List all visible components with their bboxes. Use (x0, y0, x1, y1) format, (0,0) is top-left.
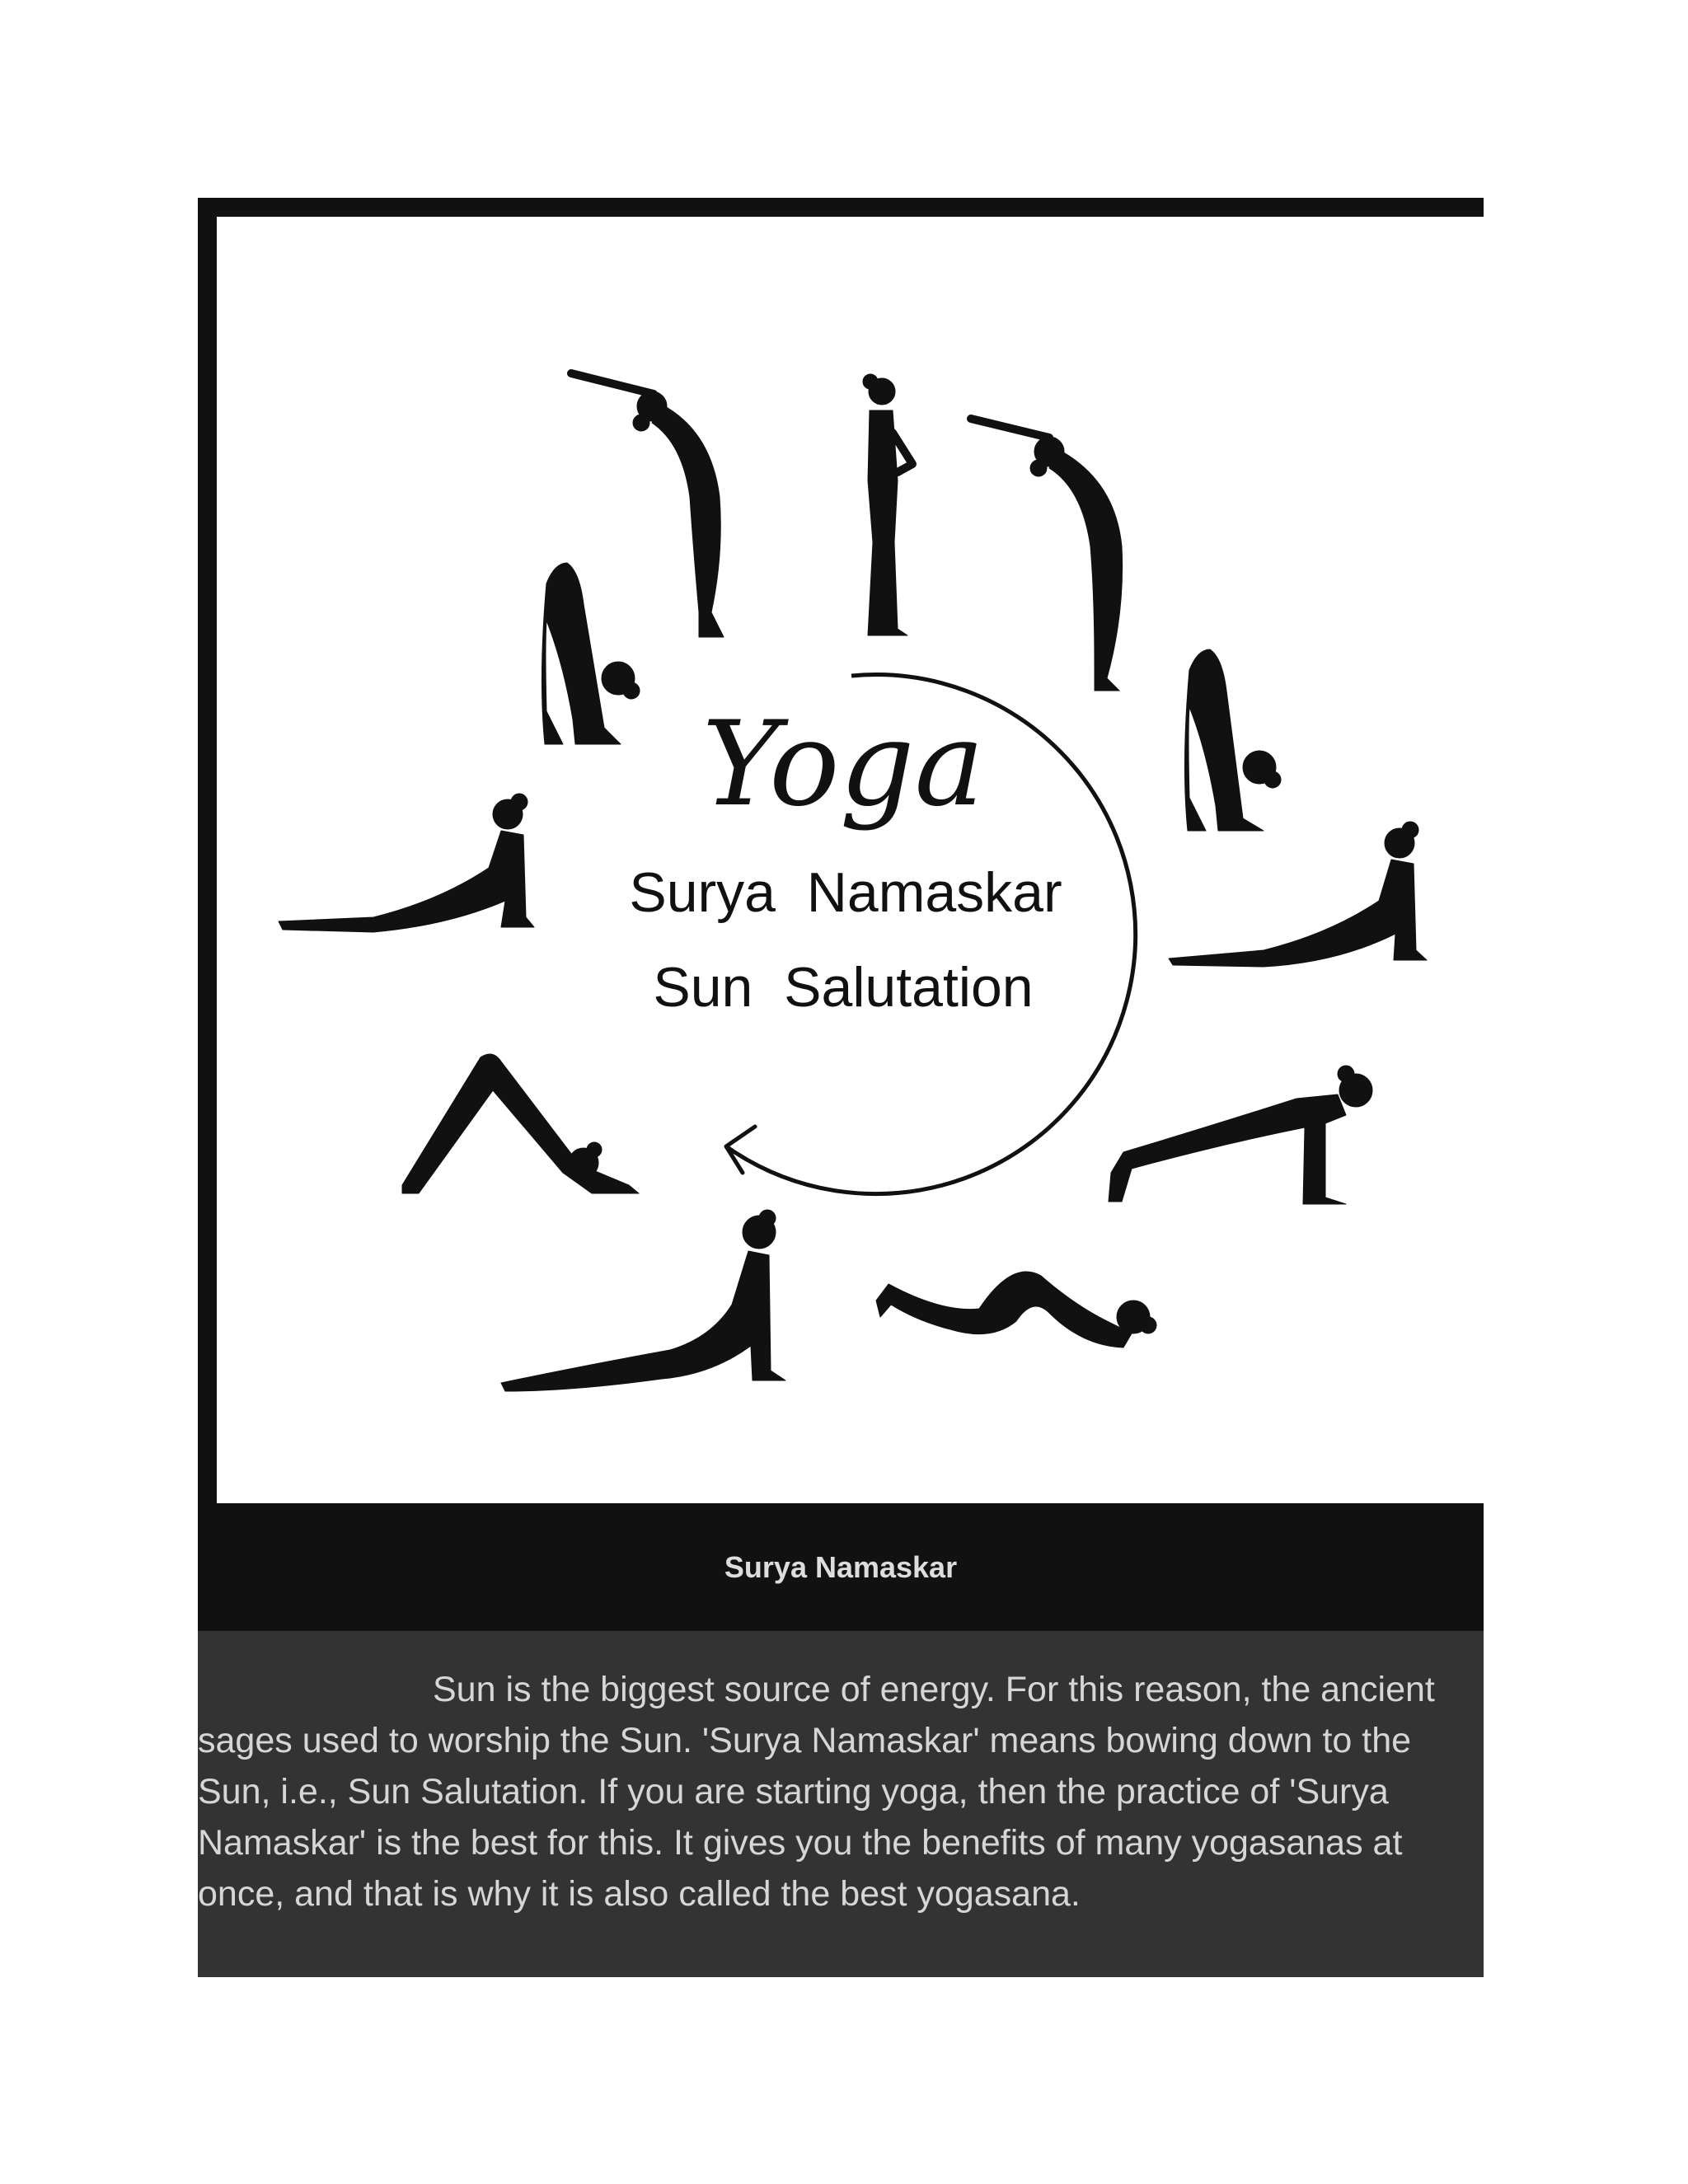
raised-arms-pose-icon (571, 373, 724, 637)
standing-forward-bend-pose-icon (542, 563, 640, 744)
standing-forward-bend-pose-icon (1184, 649, 1281, 831)
surya-namaskar-illustration (217, 217, 1484, 1503)
lunge-pose-icon (279, 794, 534, 932)
raised-arms-pose-icon (971, 419, 1123, 691)
plank-pose-icon (1109, 1066, 1372, 1204)
figure-frame (198, 198, 1484, 1503)
description-panel (198, 1631, 1484, 1977)
figure-subtitle-2: Sun Salutation (653, 956, 1034, 1019)
article-card (198, 198, 1484, 1977)
caption-bar (198, 1503, 1484, 1631)
figure-subtitle-1: Surya Namaskar (629, 861, 1062, 924)
eight-limbed-pose-icon (876, 1272, 1156, 1347)
standing-prayer-pose-icon (863, 374, 912, 635)
figure-title: Yoga (701, 696, 985, 832)
lunge-pose-icon (1169, 822, 1427, 967)
yoga-poses-graphic (217, 217, 1484, 1503)
description-text: Sun is the biggest source of energy. For this reason, the ancient sages used to worship the Sun. 'Surya Namaskar' means bowing down to the Sun, i.e., Sun Salutation. If you are starting yoga, then the practice of 'Surya Namaskar' is the best for this. It gives you the benefits of many yogasanas at once, and that is why it is also called the best yogasana. (198, 1670, 1435, 1914)
downward-dog-pose-icon (402, 1054, 639, 1193)
caption-title: Surya Namaskar (724, 1549, 958, 1584)
cobra-pose-icon (501, 1210, 785, 1391)
